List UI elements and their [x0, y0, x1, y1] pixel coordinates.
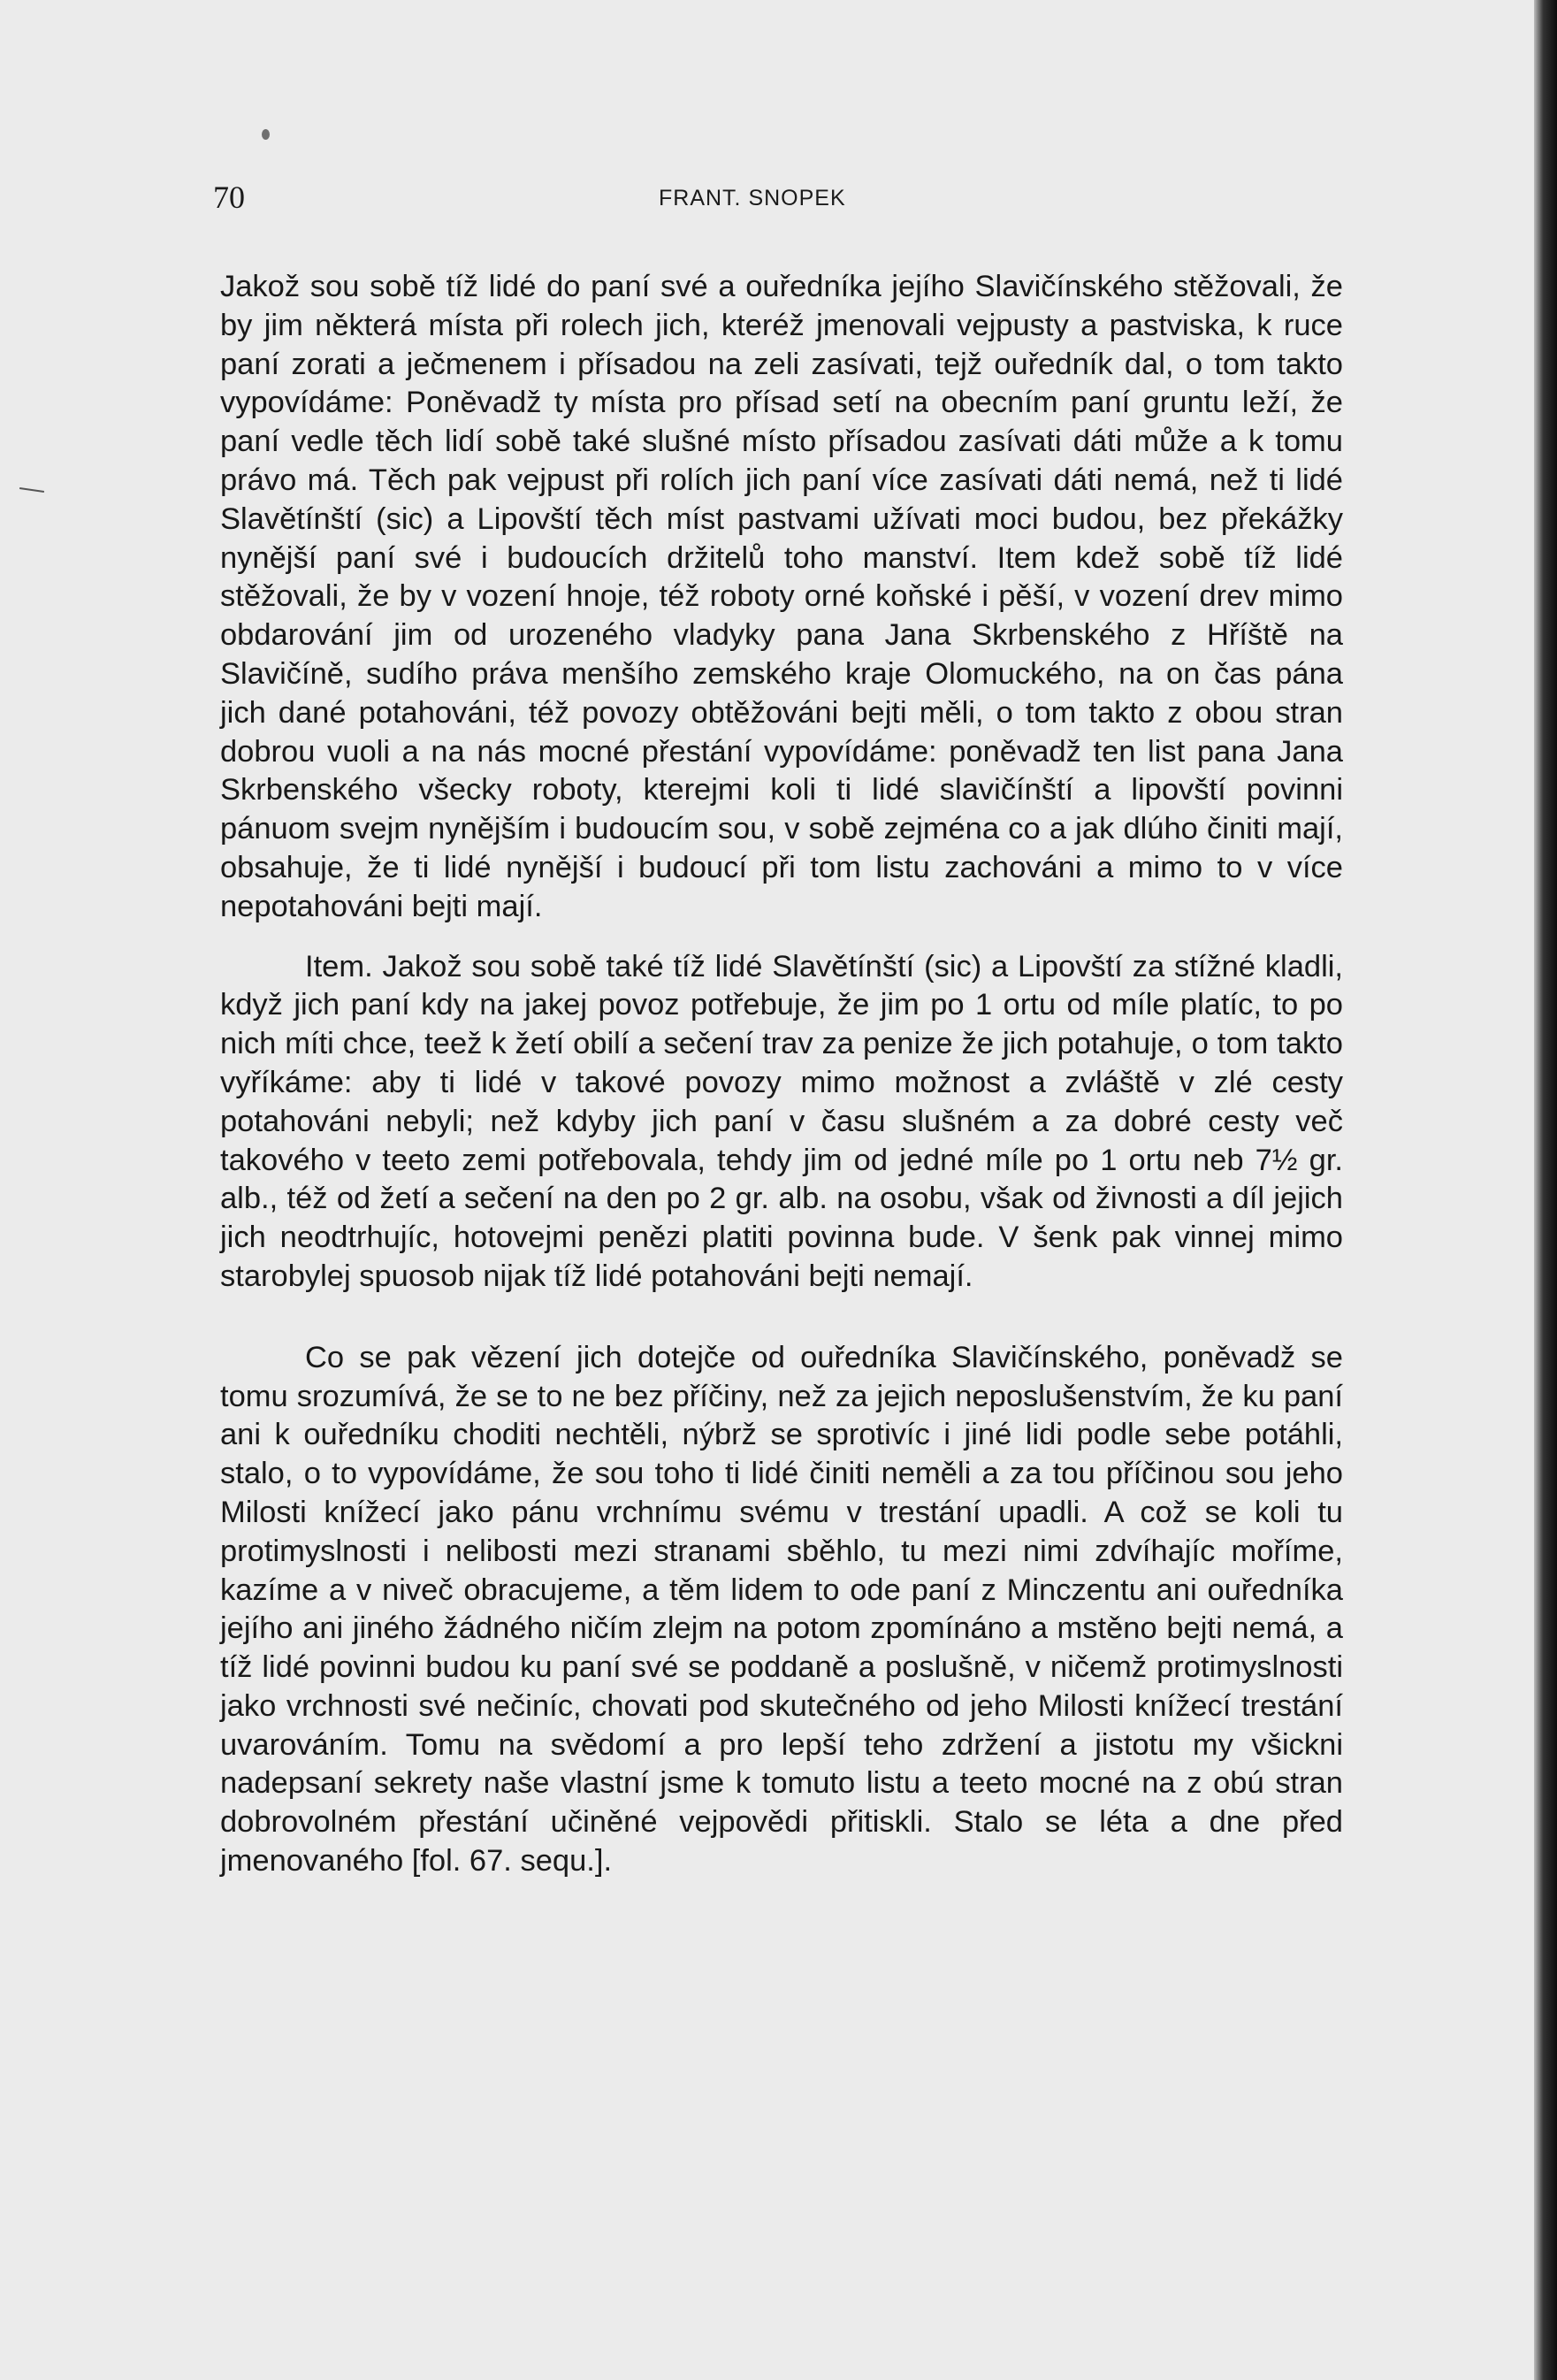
body-text: [220, 268, 1343, 1902]
running-title: FRANT. SNOPEK: [659, 186, 846, 210]
page-number: 70: [213, 180, 245, 215]
scan-border: [1534, 0, 1557, 2380]
paragraph-3: Co se pak vězení jich dotejče od ouředníka Slavičínského, poněvadž se tomu srozumívá, že se to ne bez příčiny, než za jejich neposlušenstvím, že ku paní ani k ouředníku choditi nechtěli, nýbrž se sprotivíc i jiné lidi podle sebe potáhli, stalo, o to vypovídáme, že sou toho ti lidé činiti neměli a za tou příčinou sou jeho Milosti knížecí jako pánu vrchnímu svému v trestání upadli. A což se koli tu protimyslnosti i nelibosti mezi stranami sběhlo, tu mezi nimi zdvíhajíc moříme, kazíme a v niveč obracujeme, a těm lidem to ode paní z Minczentu ani ouředníka jejího ani jiného žádného ničím zlejm na potom zpomínáno a mstěno bejti nemá, a tíž lidé povinni budou ku paní své se poddaně a poslušně, v ničemž protimyslnosti jako vrchnosti své nečiníc, chovati pod skutečného od jeho Milosti knížecí trestání uvarováním. Tomu na svědomí a pro lepší teho zdržení a jistotu my všickni nadepsaní sekrety naše vlastní jsme k tomuto listu a teeto mocné na z obú stran dobrovolném přestání učiněné vejpovědi přitiskli. Stalo se léta a dne před jmenovaného [fol. 67. sequ.].: [220, 1340, 1343, 1879]
paragraph-1: Jakož sou sobě tíž lidé do paní své a ouředníka jejího Slavičínského stěžovali, že by jim některá místa při rolech jich, kteréž jmenovali vejpusty a pastviska, k ruce paní zorati a ječmenem i přísadou na zeli zasívati, tejž ouředník dal, o tom takto vypovídáme: Poněvadž ty místa pro přísad setí na obecním paní gruntu leží, že paní vedle těch lidí sobě také slušné místo přísadou zasívati dáti může a k tomu právo má. Těch pak vejpust při rolích jich paní více zasívati dáti nemá, než ti lidé Slavětínští (sic) a Lipovští těch míst pastvami užívati moci budou, bez překážky nynější paní své i budoucích držitelů toho manství. Item kdež sobě tíž lidé stěžovali, že by v vození hnoje, též roboty orné koňské i pěší, v vození drev mimo obdarování jim od urozeného vladyky pana Jana Skrbenského z Hříště na Slavičíně, sudího práva menšího zemského kraje Olomuckého, na on čas pána jich dané potahováni, též povozy obtěžováni bejti měli, o tom takto z obou stran dobrou vuoli a na nás mocné přestání vypovídáme: poněvadž ten list pana Jana Skrbenského všecky roboty, kterejmi koli ti lidé slavičínští a lipovští povinni pánuom svejm nynějším i budoucím sou, v sobě zejména co a jak dlúho činiti mají, obsahuje, že ti lidé nynější i budoucí při tom listu zachováni a mimo to v více nepotahováni bejti mají.: [220, 270, 1343, 923]
ink-speck: [262, 129, 270, 140]
running-head: [213, 180, 1345, 215]
margin-mark: [19, 487, 44, 493]
paragraph-2: Item. Jakož sou sobě také tíž lidé Slavětínští (sic) a Lipovští za stížné kladli, když jich paní kdy na jakej povoz potřebuje, že jim po 1 ortu od míle platíc, to po nich míti chce, teež k žetí obilí a sečení trav za penize že jich potahuje, o tom takto vyříkáme: aby ti lidé v takové povozy mimo možnost a zvláště v zlé cesty potahováni nebyli; než kdyby jich paní v času slušném a za dobré cesty več takového v teeto zemi potřebovala, tehdy jim od jedné míle po 1 ortu neb 7½ gr. alb., též od žetí a sečení na den po 2 gr. alb. na osobu, však od živnosti a díl jejich jich neodtrhujíc, hotovejmi penězi platiti povinna bude. V šenk pak vinnej mimo starobylej spuosob nijak tíž lidé potahováni bejti nemají.: [220, 949, 1343, 1293]
